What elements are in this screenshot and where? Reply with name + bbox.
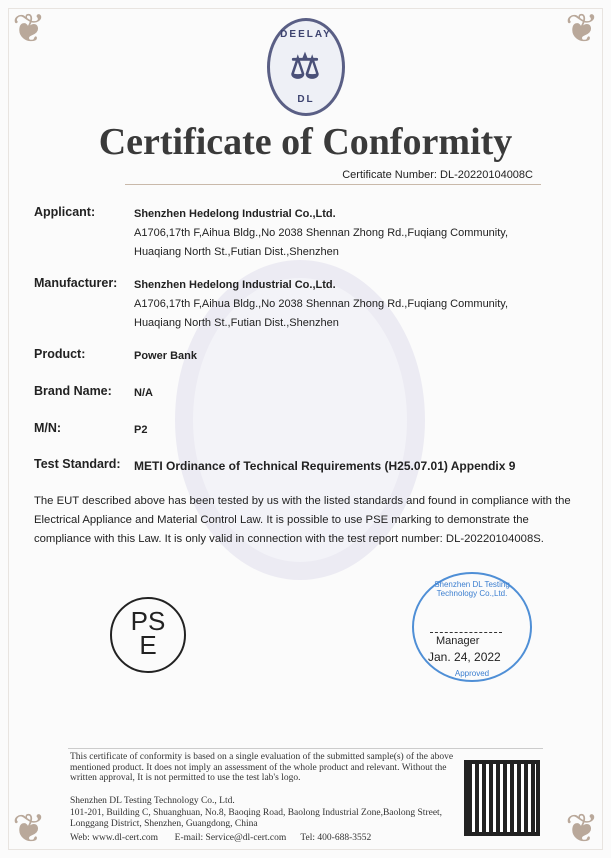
deelay-logo [267, 18, 345, 116]
applicant-address: A1706,17th F,Aihua Bldg.,No 2038 Shennan Zhong Rd.,Fuqiang Community, [134, 227, 509, 239]
footer-web: Web: www.dl-cert.com [70, 833, 159, 843]
stamp-approved-text: Approved [454, 669, 490, 678]
corner-ornament-icon: ❦ [12, 807, 46, 851]
manufacturer-address: A1706,17th F,Aihua Bldg.,No 2038 Shennan Zhong Rd.,Fuqiang Community, [134, 298, 509, 310]
approval-stamp [412, 572, 532, 682]
compliance-statement: The EUT described above has been tested by us with the listed standards and found in compliance with the Electrical Appliance and Material Control Law. It is possible to use PSE marking to demonstrate the compliance with this Law. It is only valid in connection with the test report number: DL-20220104008S. [34, 495, 571, 545]
corner-ornament-icon: ❦ [565, 807, 599, 851]
field-label: Manufacturer: [34, 276, 118, 290]
field-label: Brand Name: [34, 384, 112, 398]
footer-disclaimer: This certificate of conformity is based on a single evaluation of the submitted sample(s) of the above mentioned product. It does not imply an assessment of the whole product and relevant. Without the written approval, It is not permitted to use the test lab's logo. [70, 752, 454, 783]
footer-tel: Tel: 400-688-3552 [300, 833, 372, 843]
pse-mark-bottom: E [139, 630, 157, 660]
footer-email: E-mail: Service@dl-cert.com [174, 833, 287, 843]
justice-figure-icon: ⚖ [289, 48, 323, 86]
logo-top-text: DEELAY [280, 29, 332, 40]
issue-date: Jan. 24, 2022 [428, 650, 501, 664]
model-value: P2 [134, 424, 148, 436]
title-divider [125, 184, 541, 185]
logo-bottom-text: DL [297, 94, 315, 105]
standard-value: METI Ordinance of Technical Requirements (H25.07.01) Appendix 9 [134, 459, 516, 473]
corner-ornament-icon: ❦ [12, 7, 46, 51]
applicant-name: Shenzhen Hedelong Industrial Co.,Ltd. [134, 208, 336, 220]
field-label: Applicant: [34, 205, 96, 219]
manufacturer-name: Shenzhen Hedelong Industrial Co.,Ltd. [134, 279, 336, 291]
page-title: Certificate of Conformity [98, 121, 513, 163]
field-label: Product: [34, 347, 86, 361]
signature-line [430, 632, 502, 633]
footer-company: Shenzhen DL Testing Technology Co., Ltd. [70, 796, 235, 806]
corner-ornament-icon: ❦ [565, 7, 599, 51]
field-label: Test Standard: [34, 457, 121, 471]
footer-address: 101-201, Building C, Shuanghuan, No.8, Baoqing Road, Baolong Industrial Zone,Baolong Street, Longgang District, Shenzhen, Guangdong, China [70, 808, 443, 829]
stamp-ring-text: Shenzhen DL Testing Technology Co.,Ltd. [434, 580, 510, 598]
signatory-role: Manager [436, 635, 480, 647]
certificate-number: Certificate Number: DL-20220104008C [342, 169, 533, 181]
pse-mark-top: PS [130, 606, 166, 636]
brand-value: N/A [134, 387, 153, 399]
footer-contacts [70, 833, 371, 844]
field-label: M/N: [34, 421, 62, 435]
footer-divider [68, 748, 543, 749]
applicant-address: Huaqiang North St.,Futian Dist.,Shenzhen [134, 246, 339, 258]
qr-code [464, 760, 540, 836]
manufacturer-address: Huaqiang North St.,Futian Dist.,Shenzhen [134, 317, 339, 329]
product-value: Power Bank [134, 350, 197, 362]
pse-mark [110, 597, 186, 673]
